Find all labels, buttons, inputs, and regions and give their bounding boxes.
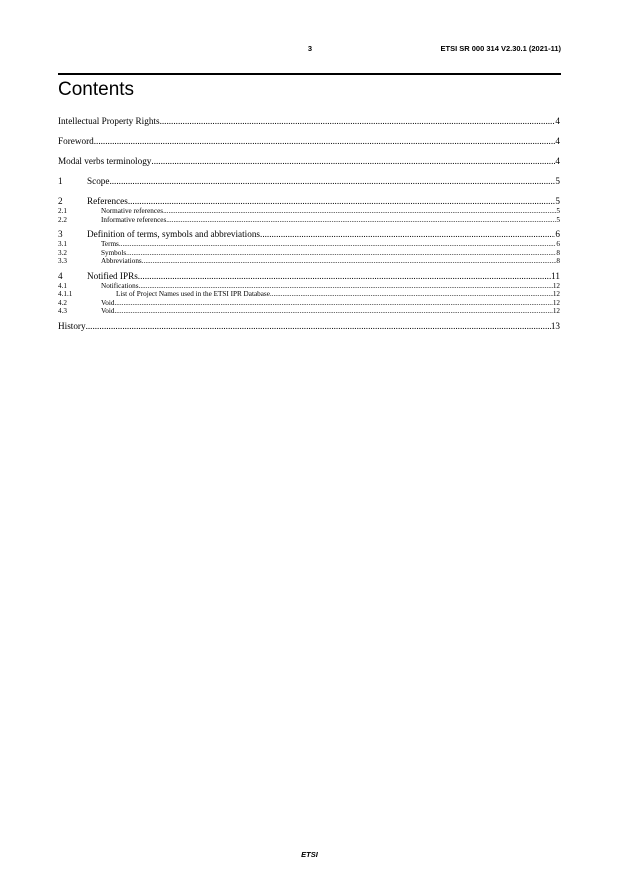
toc-dot-leader — [142, 257, 557, 266]
toc-entry-number: 4.1 — [58, 281, 67, 290]
toc-entry-title: Modal verbs terminology — [58, 156, 152, 166]
toc-entry-page: 12 — [552, 307, 560, 315]
toc-entry-title: Notifications — [101, 281, 139, 290]
toc-entry-number: 4.2 — [58, 298, 67, 307]
toc-dot-leader — [163, 207, 556, 216]
toc-dot-leader — [151, 156, 555, 167]
toc-dot-leader — [128, 196, 556, 207]
toc-dot-leader — [138, 271, 551, 282]
toc-entry-page: 6 — [555, 229, 560, 239]
footer-etsi: ETSI — [301, 850, 318, 859]
toc-entry-void-4-2[interactable] — [58, 299, 560, 308]
toc-entry-title: Terms — [101, 240, 119, 248]
toc-entry-number: 3.3 — [58, 257, 67, 265]
toc-dot-leader — [139, 282, 553, 291]
toc-entry-page: 13 — [550, 320, 560, 331]
toc-dot-leader — [166, 216, 556, 225]
toc-entry-title: Definition of terms, symbols and abbreviations — [87, 229, 261, 239]
toc-entry-title: Notified IPRs — [87, 270, 138, 281]
toc-entry-number: 3.1 — [58, 240, 67, 248]
toc-entry-number: 2 — [58, 196, 63, 206]
toc-entry-number: 3.2 — [58, 248, 67, 257]
toc-dot-leader — [160, 116, 556, 127]
toc-dot-leader — [109, 176, 555, 187]
toc-entry-page: 11 — [551, 270, 560, 281]
toc-entry-page: 5 — [556, 215, 560, 224]
toc-entry-title: History — [58, 320, 86, 331]
toc-entry-title: Abbreviations — [101, 257, 142, 265]
toc-entry-page: 5 — [556, 207, 560, 215]
page-number: 3 — [307, 44, 313, 53]
toc-entry-references[interactable] — [58, 196, 560, 207]
toc-entry-page: 12 — [552, 281, 560, 290]
header-rule — [58, 73, 561, 75]
toc-entry-page: 4 — [555, 156, 560, 166]
toc-entry-number: 2.1 — [58, 207, 67, 215]
toc-entry-number: 4 — [58, 270, 63, 281]
toc-entry-definitions[interactable] — [58, 229, 560, 240]
toc-entry-scope[interactable] — [58, 176, 560, 187]
toc-entry-page: 12 — [552, 298, 560, 307]
toc-entry-title: Scope — [87, 176, 110, 186]
toc-entry-title: Void — [101, 298, 115, 307]
toc-entry-symbols[interactable] — [58, 249, 560, 258]
toc-entry-page: 4 — [555, 136, 560, 146]
toc-entry-notified-iprs[interactable] — [58, 271, 560, 282]
toc-entry-notifications[interactable] — [58, 282, 560, 291]
toc-entry-page: 5 — [555, 196, 560, 206]
toc-dot-leader — [119, 240, 557, 249]
toc-entry-title: Void — [101, 307, 115, 315]
toc-entry-number: 4.1.1 — [58, 290, 73, 298]
toc-dot-leader — [114, 307, 552, 316]
toc-entry-page: 6 — [556, 240, 560, 248]
toc-entry-void-4-3[interactable] — [58, 307, 560, 316]
toc-entry-title: References — [87, 196, 128, 206]
toc-entry-number: 2.2 — [58, 215, 67, 224]
toc-entry-history[interactable] — [58, 321, 560, 332]
toc-entry-number: 3 — [58, 229, 63, 239]
toc-entry-page: 4 — [555, 116, 560, 126]
toc-entry-title: Normative references — [101, 207, 164, 215]
toc-entry-title: Intellectual Property Rights — [58, 116, 160, 126]
toc-entry-page: 8 — [556, 248, 560, 257]
table-of-contents — [58, 116, 560, 332]
toc-dot-leader — [126, 249, 556, 258]
toc-entry-foreword[interactable] — [58, 136, 560, 147]
toc-dot-leader — [114, 299, 552, 308]
toc-entry-title: List of Project Names used in the ETSI IPR Database — [116, 290, 270, 298]
toc-entry-page: 8 — [556, 257, 560, 265]
toc-entry-list-of-project-names[interactable] — [58, 290, 560, 299]
toc-entry-terms[interactable] — [58, 240, 560, 249]
toc-entry-abbreviations[interactable] — [58, 257, 560, 266]
document-reference: ETSI SR 000 314 V2.30.1 (2021-11) — [440, 44, 561, 53]
toc-entry-intellectual-property-rights[interactable] — [58, 116, 560, 127]
toc-entry-normative-references[interactable] — [58, 207, 560, 216]
toc-entry-page: 5 — [555, 176, 560, 186]
toc-dot-leader — [260, 229, 555, 240]
toc-entry-title: Informative references — [101, 215, 167, 224]
toc-dot-leader — [94, 136, 556, 147]
toc-entry-modal-verbs-terminology[interactable] — [58, 156, 560, 167]
toc-entry-number: 1 — [58, 176, 63, 186]
toc-entry-title: Foreword — [58, 136, 94, 146]
toc-entry-informative-references[interactable] — [58, 216, 560, 225]
toc-dot-leader — [86, 321, 551, 332]
toc-dot-leader — [270, 290, 553, 299]
page-title: Contents — [58, 79, 135, 100]
toc-entry-title: Symbols — [101, 248, 127, 257]
toc-entry-page: 12 — [552, 290, 560, 298]
toc-entry-number: 4.3 — [58, 307, 67, 315]
